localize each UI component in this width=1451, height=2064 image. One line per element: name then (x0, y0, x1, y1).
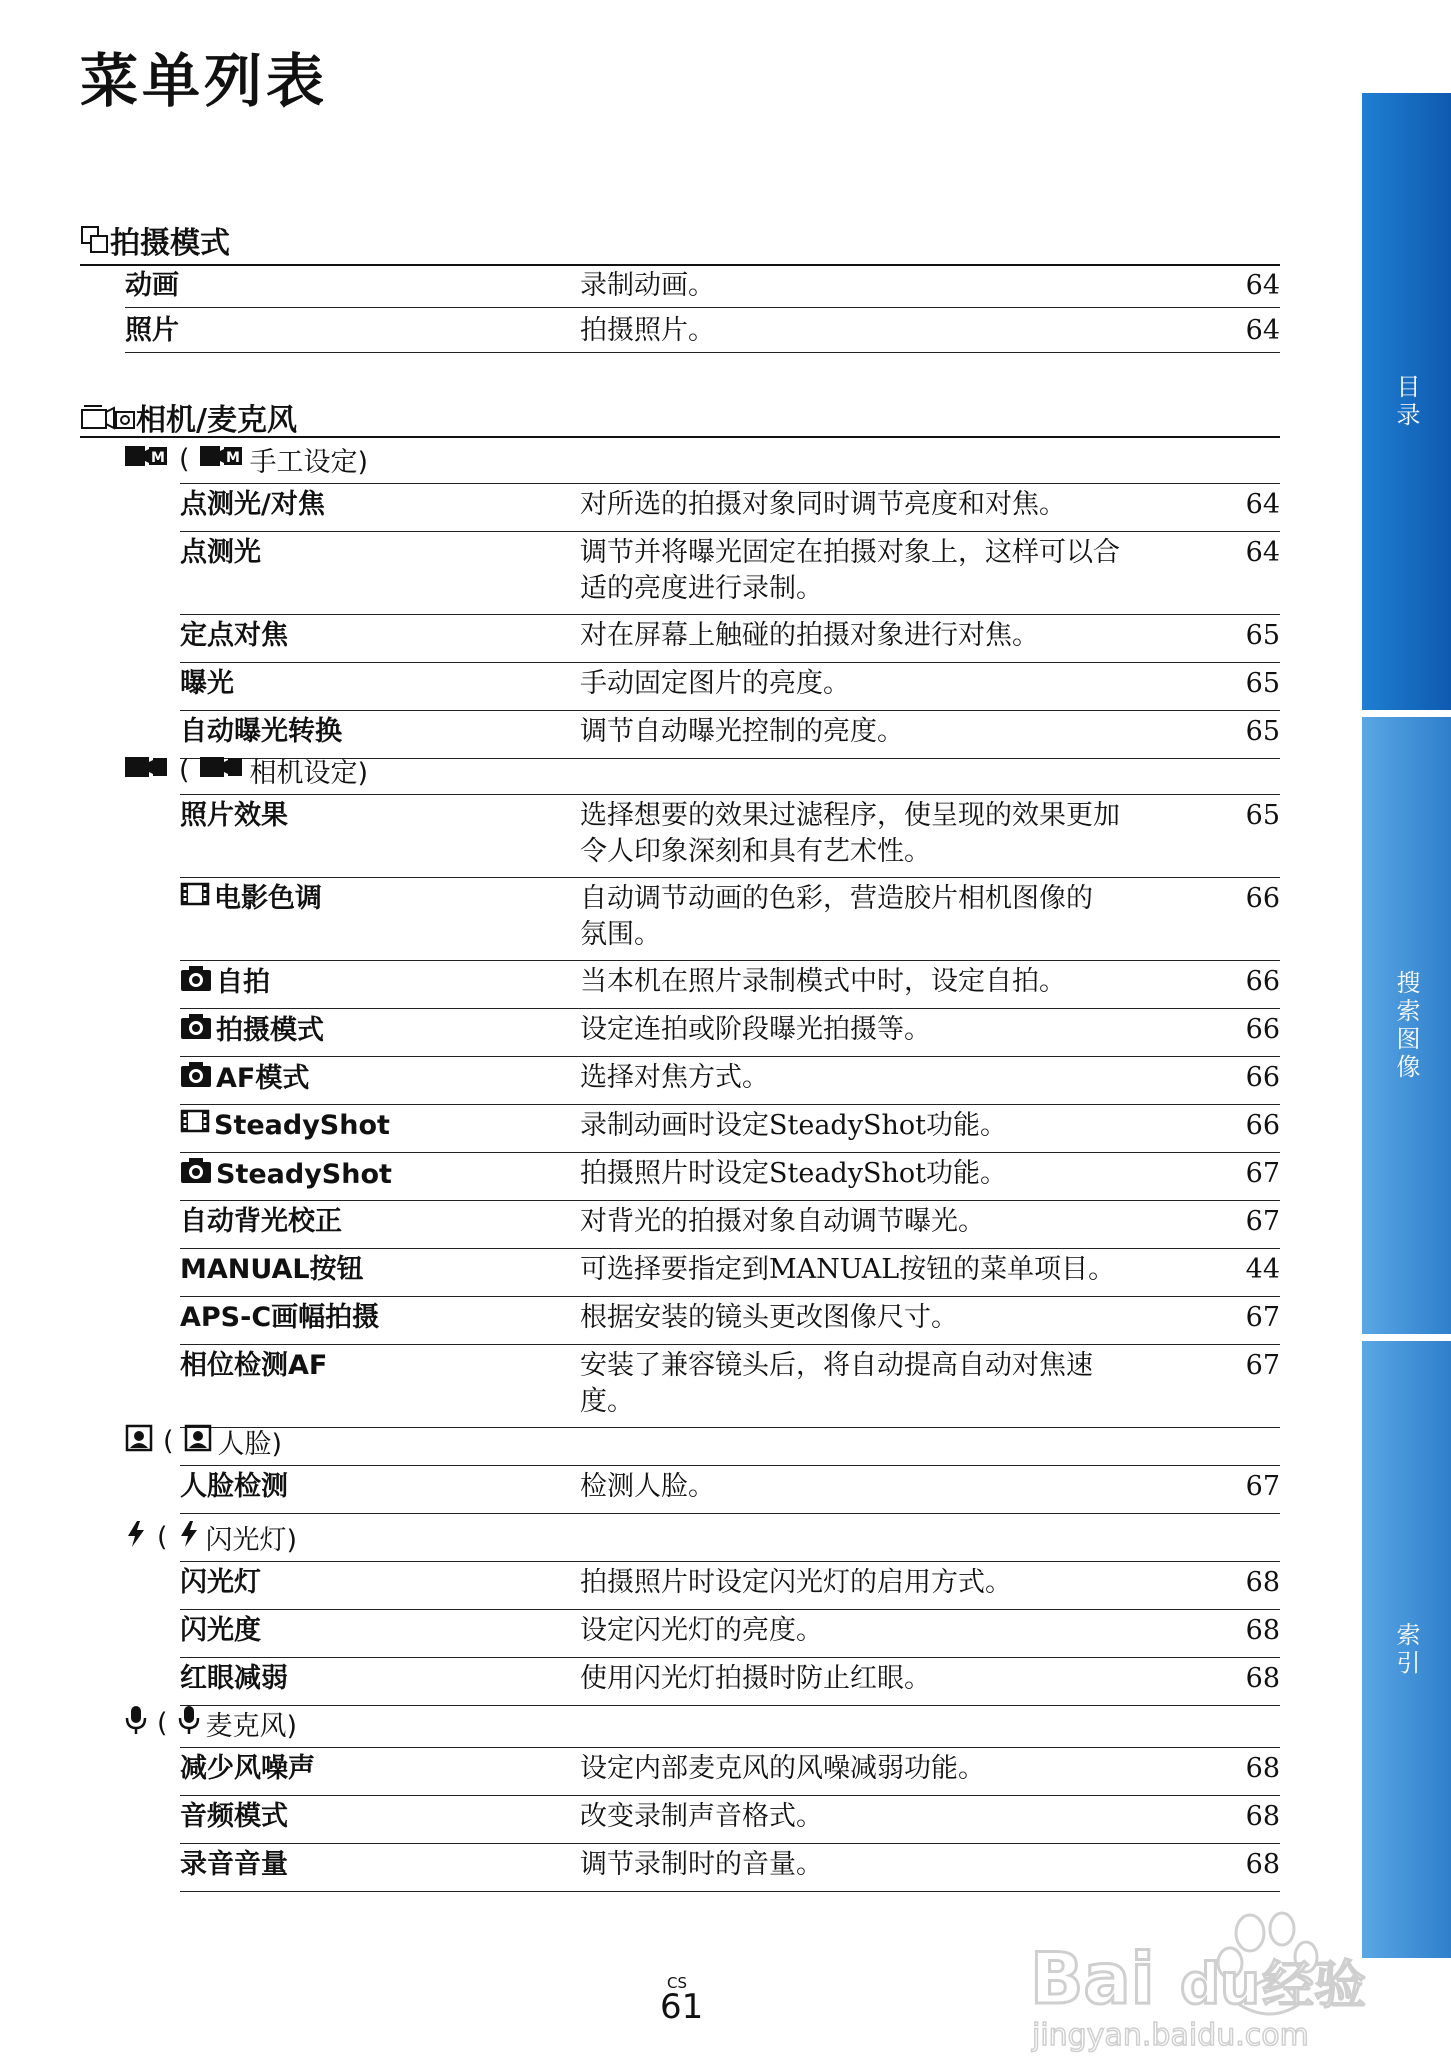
menu-item-label: 照片效果 (180, 800, 288, 831)
menu-item-name (180, 1751, 315, 1787)
menu-row[interactable] (180, 1108, 1280, 1152)
menu-row[interactable] (180, 881, 1280, 959)
menu-item-description (580, 964, 1066, 1000)
menu-item-label: 点测光 (180, 537, 261, 568)
menu-item-name (125, 313, 179, 349)
paren-open: ( (179, 755, 190, 786)
row-divider (125, 352, 1280, 353)
description-line: 选择对焦方式。 (580, 1062, 769, 1093)
subgroup-flash (125, 1518, 297, 1557)
row-divider (180, 710, 1280, 711)
page-reference[interactable]: 68 (1245, 1849, 1280, 1880)
section-camera-mic (80, 395, 1280, 439)
shooting-mode-icon (80, 225, 110, 255)
menu-row[interactable] (125, 313, 1280, 349)
description-line: 调节自动曝光控制的亮度。 (580, 716, 904, 747)
page-reference[interactable]: 44 (1245, 1254, 1280, 1285)
row-divider (180, 483, 1280, 484)
menu-item-label: 音频模式 (180, 1801, 288, 1832)
camera-settings-icon (125, 754, 169, 787)
page-reference[interactable]: 66 (1245, 1062, 1280, 1093)
description-line: 使用闪光灯拍摄时防止红眼。 (580, 1663, 931, 1694)
menu-item-label: 录音音量 (180, 1849, 288, 1880)
menu-item-name (180, 1565, 261, 1601)
menu-row[interactable] (180, 1799, 1280, 1843)
page-reference[interactable]: 66 (1245, 883, 1280, 914)
paren-open: ( (157, 1522, 168, 1553)
row-divider (180, 1152, 1280, 1153)
description-line: 手动固定图片的亮度。 (580, 668, 850, 699)
row-divider (180, 1561, 1280, 1562)
subgroup-mic-label: 麦克风) (205, 1711, 298, 1742)
description-line: 改变录制声音格式。 (580, 1801, 823, 1832)
page-reference[interactable]: 67 (1245, 1158, 1280, 1189)
manual-icon (200, 443, 244, 476)
page-reference[interactable]: 65 (1245, 620, 1280, 651)
menu-item-name (180, 798, 288, 834)
flash-icon (125, 1520, 147, 1555)
face-icon (184, 1424, 212, 1459)
menu-item-name (180, 1012, 324, 1050)
description-line: 氛围。 (580, 919, 661, 950)
page-reference[interactable]: 68 (1245, 1801, 1280, 1832)
description-line: 当本机在照片录制模式中时，设定自拍。 (580, 966, 1066, 997)
svg-text:Bai: Bai (1030, 1938, 1155, 2020)
menu-row[interactable] (180, 798, 1280, 876)
menu-row[interactable] (180, 1613, 1280, 1657)
row-divider (180, 614, 1280, 615)
svg-text:du: du (1180, 1952, 1260, 2017)
paren-open: ( (179, 444, 190, 475)
menu-item-name (180, 881, 322, 917)
footer-page-number: 61 (660, 1987, 704, 2027)
description-line: 令人印象深刻和具有艺术性。 (580, 836, 931, 867)
row-divider (180, 1657, 1280, 1658)
row-divider (180, 1104, 1280, 1105)
description-line: 度。 (580, 1386, 634, 1417)
menu-item-name (180, 1300, 379, 1336)
menu-item-label: 减少风噪声 (180, 1753, 315, 1784)
menu-item-label: 曝光 (180, 668, 234, 699)
page-reference[interactable]: 65 (1245, 668, 1280, 699)
row-divider (180, 1248, 1280, 1249)
row-divider (180, 1747, 1280, 1748)
flash-icon (178, 1520, 200, 1555)
menu-item-label: 电影色调 (214, 883, 322, 914)
menu-item-description (580, 1565, 1012, 1601)
description-line: 适的亮度进行录制。 (580, 573, 823, 604)
menu-item-label: SteadyShot (214, 1110, 390, 1141)
description-line: 调节并将曝光固定在拍摄对象上，这样可以合 (580, 537, 1120, 568)
camera-icon (180, 964, 212, 1002)
tab-search-images[interactable] (1362, 717, 1451, 1334)
menu-item-label: AF模式 (216, 1063, 310, 1094)
row-divider (180, 531, 1280, 532)
menu-item-name (180, 714, 342, 750)
description-line: 选择想要的效果过滤程序，使呈现的效果更加 (580, 800, 1120, 831)
menu-row[interactable] (180, 1565, 1280, 1609)
menu-item-label: 红眼减弱 (180, 1663, 288, 1694)
tab-contents[interactable] (1362, 93, 1451, 710)
menu-item-description (580, 1252, 1115, 1288)
menu-item-description (580, 881, 1093, 953)
row-divider (180, 662, 1280, 663)
description-line: 根据安装的镜头更改图像尺寸。 (580, 1302, 958, 1333)
tab-contents-label: 目录 (1392, 373, 1420, 430)
menu-item-name (180, 1847, 288, 1883)
page-reference[interactable]: 66 (1245, 1110, 1280, 1141)
menu-item-label: 闪光灯 (180, 1567, 261, 1598)
page-reference[interactable]: 68 (1245, 1663, 1280, 1694)
menu-item-name (180, 1348, 327, 1384)
row-divider (125, 307, 1280, 308)
row-divider (180, 1296, 1280, 1297)
face-icon (125, 1424, 153, 1459)
movie-icon (180, 1108, 210, 1144)
description-line: 自动调节动画的色彩，营造胶片相机图像的 (580, 883, 1093, 914)
svg-text:M: M (225, 450, 240, 466)
menu-item-description (580, 1751, 985, 1787)
row-divider (180, 1465, 1280, 1466)
description-line: 拍摄照片时设定闪光灯的启用方式。 (580, 1567, 1012, 1598)
description-line: 对背光的拍摄对象自动调节曝光。 (580, 1206, 985, 1237)
menu-row[interactable] (180, 1348, 1280, 1426)
menu-item-label: APS-C画幅拍摄 (180, 1302, 380, 1333)
row-divider (180, 1200, 1280, 1201)
menu-row[interactable] (180, 964, 1280, 1008)
menu-item-label: 自动背光校正 (180, 1206, 342, 1237)
menu-item-name (180, 1613, 261, 1649)
paren-open: ( (157, 1708, 168, 1739)
mic-icon (125, 1705, 147, 1742)
page-reference[interactable]: 64 (1245, 270, 1280, 301)
menu-item-name (180, 1252, 364, 1288)
description-line: 录制动画时设定SteadyShot功能。 (580, 1110, 1007, 1141)
svg-text:M: M (151, 450, 165, 466)
menu-row[interactable] (180, 1751, 1280, 1795)
page-reference[interactable]: 66 (1245, 966, 1280, 997)
description-line: 拍摄照片时设定SteadyShot功能。 (580, 1158, 1007, 1189)
menu-item-label: 相位检测AF (180, 1350, 328, 1381)
menu-item-description (580, 618, 1039, 654)
menu-item-description (580, 1661, 931, 1697)
baidu-watermark (1030, 1905, 1375, 2055)
menu-row[interactable] (180, 1661, 1280, 1705)
menu-item-description (580, 1799, 823, 1835)
menu-row[interactable] (180, 1300, 1280, 1344)
camera-settings-icon (200, 754, 244, 787)
section-shooting-mode-label: 拍摄模式 (110, 226, 230, 261)
row-divider (180, 794, 1280, 795)
subgroup-mic (125, 1704, 297, 1743)
menu-row[interactable] (180, 487, 1280, 531)
description-line: 录制动画。 (580, 270, 715, 301)
tab-index-label: 索引 (1392, 1621, 1420, 1678)
svg-text:jingyan.baidu.com: jingyan.baidu.com (1032, 2018, 1309, 2053)
menu-item-label: 自动曝光转换 (180, 716, 342, 747)
page-reference[interactable]: 67 (1245, 1206, 1280, 1237)
subgroup-manual (125, 440, 368, 479)
subgroup-flash-label: 闪光灯) (205, 1525, 298, 1556)
page-reference[interactable]: 64 (1245, 315, 1280, 346)
subgroup-face-label: 人脸) (217, 1429, 283, 1460)
row-divider (180, 1891, 1280, 1892)
menu-item-description (580, 1012, 931, 1048)
description-line: 检测人脸。 (580, 1471, 715, 1502)
menu-item-description (580, 714, 904, 750)
description-line: 安装了兼容镜头后，将自动提高自动对焦速 (580, 1350, 1093, 1381)
description-line: 对所选的拍摄对象同时调节亮度和对焦。 (580, 489, 1066, 520)
row-divider (180, 1609, 1280, 1610)
menu-item-name (180, 1156, 392, 1194)
tab-search-images-label: 搜索图像 (1392, 969, 1420, 1082)
menu-row[interactable] (180, 1156, 1280, 1200)
paren-open: ( (163, 1426, 174, 1457)
menu-item-description (580, 1156, 1007, 1192)
description-line: 可选择要指定到MANUAL按钮的菜单项目。 (580, 1254, 1116, 1285)
page-reference[interactable]: 64 (1245, 537, 1280, 568)
menu-row[interactable] (180, 1469, 1280, 1513)
menu-item-description (580, 268, 715, 304)
menu-item-label: 点测光/对焦 (180, 489, 325, 520)
menu-item-label: 动画 (125, 270, 179, 301)
menu-row[interactable] (180, 1012, 1280, 1056)
menu-row[interactable] (180, 1204, 1280, 1248)
menu-item-name (180, 1204, 342, 1240)
menu-item-description (580, 1348, 1093, 1420)
row-divider (180, 1705, 1280, 1706)
row-divider (180, 1427, 1280, 1428)
menu-item-description (580, 1108, 1007, 1144)
menu-row[interactable] (180, 618, 1280, 662)
menu-item-description (580, 1204, 985, 1240)
page-reference[interactable]: 68 (1245, 1753, 1280, 1784)
subgroup-face (125, 1422, 282, 1461)
row-divider (180, 877, 1280, 878)
menu-item-name (180, 487, 325, 523)
menu-item-description (580, 313, 715, 349)
menu-item-description (580, 1469, 715, 1505)
menu-row[interactable] (180, 1252, 1280, 1296)
menu-row[interactable] (180, 535, 1280, 613)
row-divider (180, 1344, 1280, 1345)
menu-item-name (180, 666, 234, 702)
menu-item-name (180, 964, 270, 1002)
manual-icon (125, 443, 169, 476)
menu-item-name (180, 1060, 309, 1098)
subgroup-manual-label: 手工设定) (249, 447, 369, 478)
description-line: 设定内部麦克风的风噪减弱功能。 (580, 1753, 985, 1784)
page-reference[interactable]: 64 (1245, 489, 1280, 520)
page-reference[interactable]: 65 (1245, 716, 1280, 747)
menu-item-name (180, 618, 288, 654)
menu-row[interactable] (125, 268, 1280, 304)
subgroup-camera-settings-label: 相机设定) (249, 758, 369, 789)
description-line: 设定闪光灯的亮度。 (580, 1615, 823, 1646)
page-reference[interactable]: 65 (1245, 800, 1280, 831)
camera-icon (180, 1156, 212, 1194)
menu-item-label: 自拍 (216, 967, 270, 998)
menu-item-name (180, 1799, 288, 1835)
page-reference[interactable]: 67 (1245, 1471, 1280, 1502)
menu-item-description (580, 1060, 769, 1096)
menu-item-name (125, 268, 179, 304)
menu-item-description (580, 487, 1066, 523)
menu-item-description (580, 798, 1120, 870)
menu-item-name (180, 1108, 390, 1144)
movie-icon (180, 881, 210, 917)
row-divider (180, 960, 1280, 961)
menu-item-description (580, 1847, 823, 1883)
camera-icon (180, 1060, 212, 1098)
row-divider (180, 1056, 1280, 1057)
page-reference[interactable]: 66 (1245, 1014, 1280, 1045)
page-title: 菜单列表 (80, 47, 329, 115)
row-divider (180, 1513, 1280, 1514)
menu-item-label: SteadyShot (216, 1159, 392, 1190)
description-line: 设定连拍或阶段曝光拍摄等。 (580, 1014, 931, 1045)
menu-row[interactable] (180, 1060, 1280, 1104)
description-line: 拍摄照片。 (580, 315, 715, 346)
camera-mic-icon (80, 402, 136, 432)
menu-row[interactable] (180, 1847, 1280, 1891)
menu-item-name (180, 1661, 288, 1697)
page-reference[interactable]: 67 (1245, 1302, 1280, 1333)
mic-icon (178, 1705, 200, 1742)
menu-item-label: 闪光度 (180, 1615, 261, 1646)
footer-lang: CS (667, 1974, 687, 1992)
page-reference[interactable]: 68 (1245, 1567, 1280, 1598)
menu-item-description (580, 1613, 823, 1649)
row-divider (180, 1008, 1280, 1009)
section-camera-mic-label: 相机/麦克风 (136, 403, 297, 438)
row-divider (180, 1843, 1280, 1844)
svg-text:经验: 经验 (1262, 1956, 1367, 2016)
menu-item-label: 人脸检测 (180, 1471, 288, 1502)
page-reference[interactable]: 68 (1245, 1615, 1280, 1646)
menu-item-name (180, 535, 261, 571)
camera-icon (180, 1012, 212, 1050)
tab-index[interactable] (1362, 1341, 1451, 1958)
menu-item-name (180, 1469, 288, 1505)
page-reference[interactable]: 67 (1245, 1350, 1280, 1381)
menu-item-description (580, 666, 850, 702)
menu-item-description (580, 1300, 958, 1336)
menu-item-description (580, 535, 1120, 607)
menu-item-label: 定点对焦 (180, 620, 288, 651)
subgroup-camera-settings (125, 751, 368, 790)
description-line: 调节录制时的音量。 (580, 1849, 823, 1880)
menu-item-label: 拍摄模式 (216, 1015, 324, 1046)
description-line: 对在屏幕上触碰的拍摄对象进行对焦。 (580, 620, 1039, 651)
row-divider (180, 1795, 1280, 1796)
menu-item-label: 照片 (125, 315, 179, 346)
menu-item-label: MANUAL按钮 (180, 1254, 364, 1285)
menu-row[interactable] (180, 666, 1280, 710)
section-shooting-mode (80, 218, 1280, 262)
